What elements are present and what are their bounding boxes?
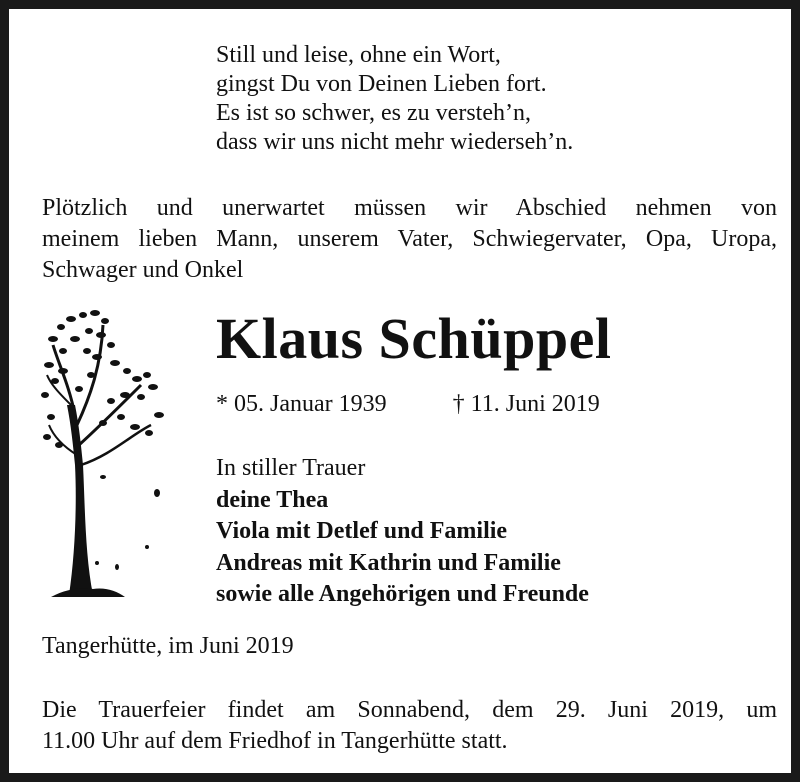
tree-silhouette-icon	[41, 305, 181, 605]
poem-line: Es ist so schwer, es zu versteh’n,	[216, 100, 531, 126]
place-and-date: Tangerhütte, im Juni 2019	[42, 633, 294, 659]
intro-line: meinem lieben Mann, unserem Vater, Schwiegervater, Opa, Uropa,	[42, 226, 777, 252]
intro-line: Plötzlich und unerwartet müssen wir Abschied nehmen von	[42, 195, 777, 221]
mourner-name: Andreas mit Kathrin und Familie	[216, 549, 561, 576]
birth-date: * 05. Januar 1939	[216, 391, 387, 417]
death-date: † 11. Juni 2019	[452, 391, 600, 417]
life-dates	[216, 391, 600, 418]
mourner-name: Viola mit Detlef und Familie	[216, 518, 508, 544]
mourners-heading: In stiller Trauer	[216, 455, 366, 481]
poem	[216, 41, 573, 157]
service-info	[42, 695, 777, 757]
mourners-block	[216, 453, 589, 611]
poem-line: Still und leise, ohne ein Wort,	[216, 42, 501, 68]
service-line: 11.00 Uhr auf dem Friedhof in Tangerhütte statt.	[42, 728, 508, 754]
mourner-name: sowie alle Angehörigen und Freunde	[216, 581, 589, 607]
service-line: Die Trauerfeier findet am Sonnabend, dem 29. Juni 2019, um	[42, 697, 777, 723]
mourner-name: deine Thea	[216, 486, 329, 513]
poem-line: dass wir uns nicht mehr wiederseh’n.	[216, 129, 574, 155]
intro-line: Schwager und Onkel	[42, 257, 244, 283]
intro-text	[42, 193, 777, 286]
poem-line: gingst Du von Deinen Lieben fort.	[216, 71, 547, 97]
deceased-name: Klaus Schüppel	[216, 306, 612, 371]
